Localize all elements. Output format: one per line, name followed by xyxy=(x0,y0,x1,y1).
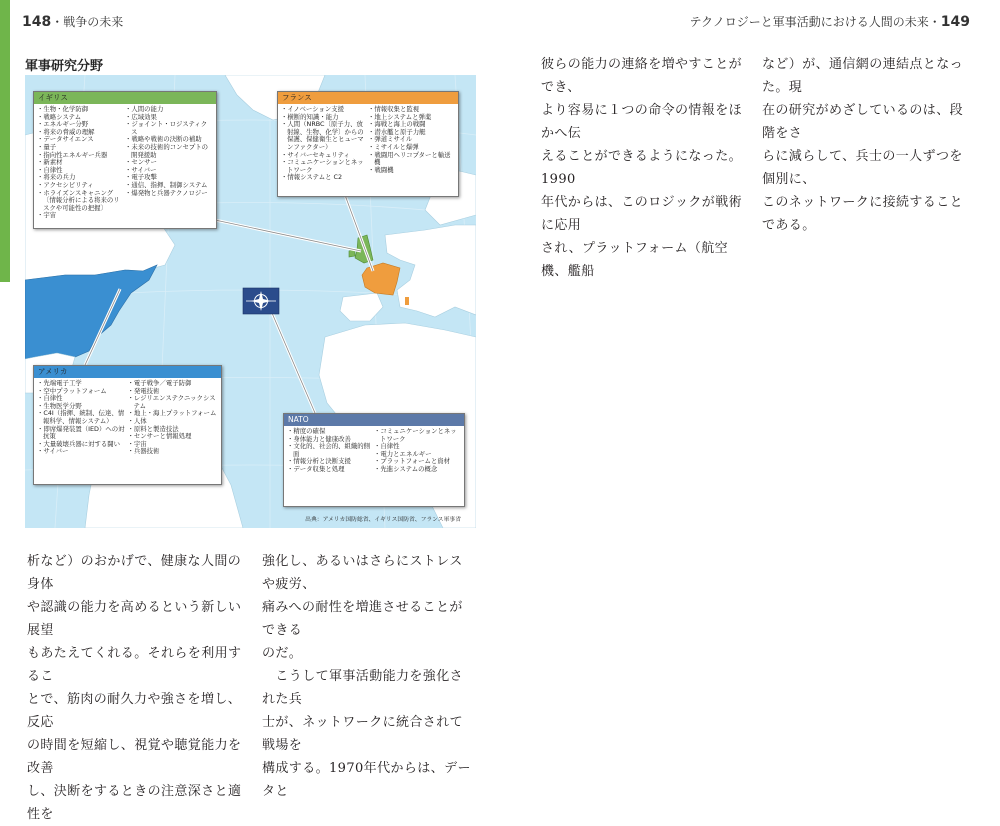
france-box-title: フランス xyxy=(278,92,458,104)
research-list-item: ・ C4I（指揮、統制、伝達、情報科学、情報システム） xyxy=(37,410,128,425)
text-line: こうして軍事活動能力を強化された兵 xyxy=(262,669,464,707)
body-text-top-right-2 xyxy=(762,53,970,237)
left-chapter-title: ・戦争の未来 xyxy=(51,15,124,29)
iberia-landmass xyxy=(340,293,383,321)
text-line: えることができるようになった。1990 xyxy=(541,149,743,187)
text-line: 年代からは、このロジックが戦術に応用 xyxy=(541,195,743,233)
research-list-item: ・ 通信、指揮、制御システム xyxy=(125,182,213,190)
research-list-item: ・ 戦闘機 xyxy=(368,167,455,175)
research-list-item: ・ 精度の確保 xyxy=(287,428,374,436)
research-list-item: ・ 先端電子工学 xyxy=(37,380,128,388)
text-line: 析など）のおかげで、健康な人間の身体 xyxy=(27,554,242,592)
research-list-item: ・ 将来の脅威の理解 xyxy=(37,129,125,137)
research-list-item: ・ サイバーセキュリティ xyxy=(281,152,368,160)
research-list-item: ・ 戦略や戦術の決断の補助 xyxy=(125,136,213,144)
text-line: 在の研究がめざしているのは、段階をさ xyxy=(762,103,964,141)
research-list-item: ・ 情報分析と決断支援 xyxy=(287,458,374,466)
research-list-item: ・ 将来の兵力 xyxy=(37,174,125,182)
research-list-item: ・ 人間の能力 xyxy=(125,106,213,114)
text-line: 彼らの能力の連絡を増やすことができ、 xyxy=(541,57,743,95)
text-line: 強化し、あるいはさらにストレスや疲労、 xyxy=(262,554,463,592)
research-list-item: ・ 自律性 xyxy=(374,443,461,451)
right-page-number: 149 xyxy=(940,14,970,30)
research-list-item: ・ 戦略システム xyxy=(37,114,125,122)
research-list-item: ・ 海戦と海上の戦闘 xyxy=(368,121,455,129)
research-list-item: ・ 地上・海上プラットフォーム xyxy=(128,410,219,418)
research-list-item: ・ 先進システムの概念 xyxy=(374,466,461,474)
research-list-item: ・ アクセシビリティ xyxy=(37,182,125,190)
figure-source-caption: 出典：アメリカ国防総省、イギリス国防省、フランス軍事省 xyxy=(305,517,461,523)
text-line: このネットワークに接続することである。 xyxy=(762,195,964,233)
nato-research-box xyxy=(283,413,465,507)
figure-heading: 軍事研究分野 xyxy=(25,59,104,74)
research-map-figure xyxy=(25,75,476,528)
usa-landmass xyxy=(25,265,157,359)
left-page-header xyxy=(22,13,123,30)
research-list-item: ・ 指向性エネルギー兵器 xyxy=(37,152,125,160)
france-list-col1 xyxy=(281,106,368,182)
research-list-item: ・ 文化的、社会的、組織的側面 xyxy=(287,443,374,458)
text-line: など）が、通信網の連結点となった。現 xyxy=(762,57,964,95)
text-line: の時間を短縮し、視覚や聴覚能力を改善 xyxy=(27,738,242,776)
usa-list-col2 xyxy=(128,380,219,456)
text-line: 痛みへの耐性を増進させることができる xyxy=(262,600,463,638)
research-list-item: ・ 横断的知識・能力 xyxy=(281,114,368,122)
research-list-item: ・ 大量破壊兵器に対する闘い xyxy=(37,441,128,449)
research-list-item: ・ ミサイルと爆弾 xyxy=(368,144,455,152)
research-list-item: ・ 生物・化学防御 xyxy=(37,106,125,114)
research-list-item: ・ 宇宙 xyxy=(37,212,125,220)
research-list-item: ・ 自律性 xyxy=(37,395,128,403)
research-list-item: ・ レジリエンステクニックシステム xyxy=(128,395,219,410)
research-list-item: ・ 空中プラットフォーム xyxy=(37,388,128,396)
research-list-item: ・ 潜水艦と原子力艇 xyxy=(368,129,455,137)
france-list-col2 xyxy=(368,106,455,182)
france-landmass xyxy=(362,263,400,295)
research-list-item: ・ 戦闘用ヘリコプターと輸送機 xyxy=(368,152,455,167)
research-list-item: ・ エネルギー分野 xyxy=(37,121,125,129)
text-line: し、決断をするときの注意深さと適性を xyxy=(27,784,242,822)
research-list-item: ・ 身体能力と健康改善 xyxy=(287,436,374,444)
research-list-item: ・ コミュニケーションとネットワーク xyxy=(374,428,461,443)
right-page-header xyxy=(689,13,970,30)
text-line: らに減らして、兵士の一人ずつを個別に、 xyxy=(762,149,963,187)
text-line: 構成する。1970年代からは、データと xyxy=(262,761,471,799)
nato-list-col2 xyxy=(374,428,461,474)
usa-list-col1 xyxy=(37,380,128,456)
research-list-item: ・ ホライズンスキャニング〔情報分析による将来のリスクや可能性の把握〕 xyxy=(37,190,125,213)
text-line: のだ。 xyxy=(262,646,303,661)
research-list-item: ・ 自律性 xyxy=(37,167,125,175)
france-research-box xyxy=(277,91,459,197)
research-list-item: ・ 生物医学分野 xyxy=(37,403,128,411)
research-list-item: ・ コミュニケーションとネットワーク xyxy=(281,159,368,174)
left-page-number: 148 xyxy=(22,14,52,30)
usa-research-box xyxy=(33,365,222,485)
uk-list-col1 xyxy=(37,106,125,220)
text-line: とで、筋肉の耐久力や強さを増し、反応 xyxy=(27,692,242,730)
body-text-bottom-middle xyxy=(262,550,474,803)
research-list-item: ・ 原料と製造技法 xyxy=(128,426,219,434)
corsica-landmass xyxy=(405,297,409,305)
text-line: もあたえてくれる。それらを利用するこ xyxy=(27,646,242,684)
body-text-bottom-left xyxy=(27,550,247,826)
research-list-item: ・ 人体 xyxy=(128,418,219,426)
uk-box-title: イギリス xyxy=(34,92,216,104)
research-list-item: ・ 量子 xyxy=(37,144,125,152)
research-list-item: ・ 情報システムと C2 xyxy=(281,174,368,182)
research-list-item: ・ 未来の技術的コンセプトの開発援助 xyxy=(125,144,213,159)
research-list-item: ・ 電子戦争／電子防御 xyxy=(128,380,219,388)
research-list-item: ・ データサイエンス xyxy=(37,136,125,144)
research-list-item: ・ 発電技術 xyxy=(128,388,219,396)
chapter-color-strip xyxy=(0,0,10,282)
text-line: や認識の能力を高めるという新しい展望 xyxy=(27,600,242,638)
text-line: より容易に１つの命令の情報をほかへ伝 xyxy=(541,103,743,141)
research-list-item: ・ 兵器技術 xyxy=(128,448,219,456)
body-text-top-right-1 xyxy=(541,53,749,283)
research-list-item: ・ 情報収集と監視 xyxy=(368,106,455,114)
research-list-item: ・ イノベーション支援 xyxy=(281,106,368,114)
nato-compass-star-icon xyxy=(243,288,279,314)
research-list-item: ・ データ収集と処理 xyxy=(287,466,374,474)
research-list-item: ・ 宇宙 xyxy=(128,441,219,449)
research-list-item: ・ 人間（NRBC〔原子力、放射線、生物、化学〕からの保護、保健衛生とヒューマンファクター） xyxy=(281,121,368,151)
research-list-item: ・ 電力とエネルギー xyxy=(374,451,461,459)
research-list-item: ・ ジョイント・ロジスティクス xyxy=(125,121,213,136)
research-list-item: ・ 広域効果 xyxy=(125,114,213,122)
research-list-item: ・ センサー xyxy=(125,159,213,167)
nato-box-title: NATO xyxy=(284,414,464,426)
right-chapter-title: テクノロジーと軍事活動における人間の未来・ xyxy=(689,15,941,29)
research-list-item: ・ 弾道ミサイル xyxy=(368,136,455,144)
research-list-item: ・ センサーと情報処理 xyxy=(128,433,219,441)
research-list-item: ・ 地上システムと弾薬 xyxy=(368,114,455,122)
uk-research-box xyxy=(33,91,217,229)
uk-list-col2 xyxy=(125,106,213,220)
text-line: され、プラットフォーム（航空機、艦船 xyxy=(541,241,729,279)
research-list-item: ・ サイバー xyxy=(37,448,128,456)
research-list-item: ・ サイバー xyxy=(125,167,213,175)
research-list-item: ・ 電子攻撃 xyxy=(125,174,213,182)
text-line: 士が、ネットワークに統合されて戦場を xyxy=(262,715,464,753)
research-list-item: ・ プラットフォームと資材 xyxy=(374,458,461,466)
research-list-item: ・ 即席爆発装置（IED）への対抗策 xyxy=(37,426,128,441)
research-list-item: ・ 爆発物と兵器テクノロジー xyxy=(125,190,213,198)
nato-list-col1 xyxy=(287,428,374,474)
usa-box-title: アメリカ xyxy=(34,366,221,378)
research-list-item: ・ 新素材 xyxy=(37,159,125,167)
